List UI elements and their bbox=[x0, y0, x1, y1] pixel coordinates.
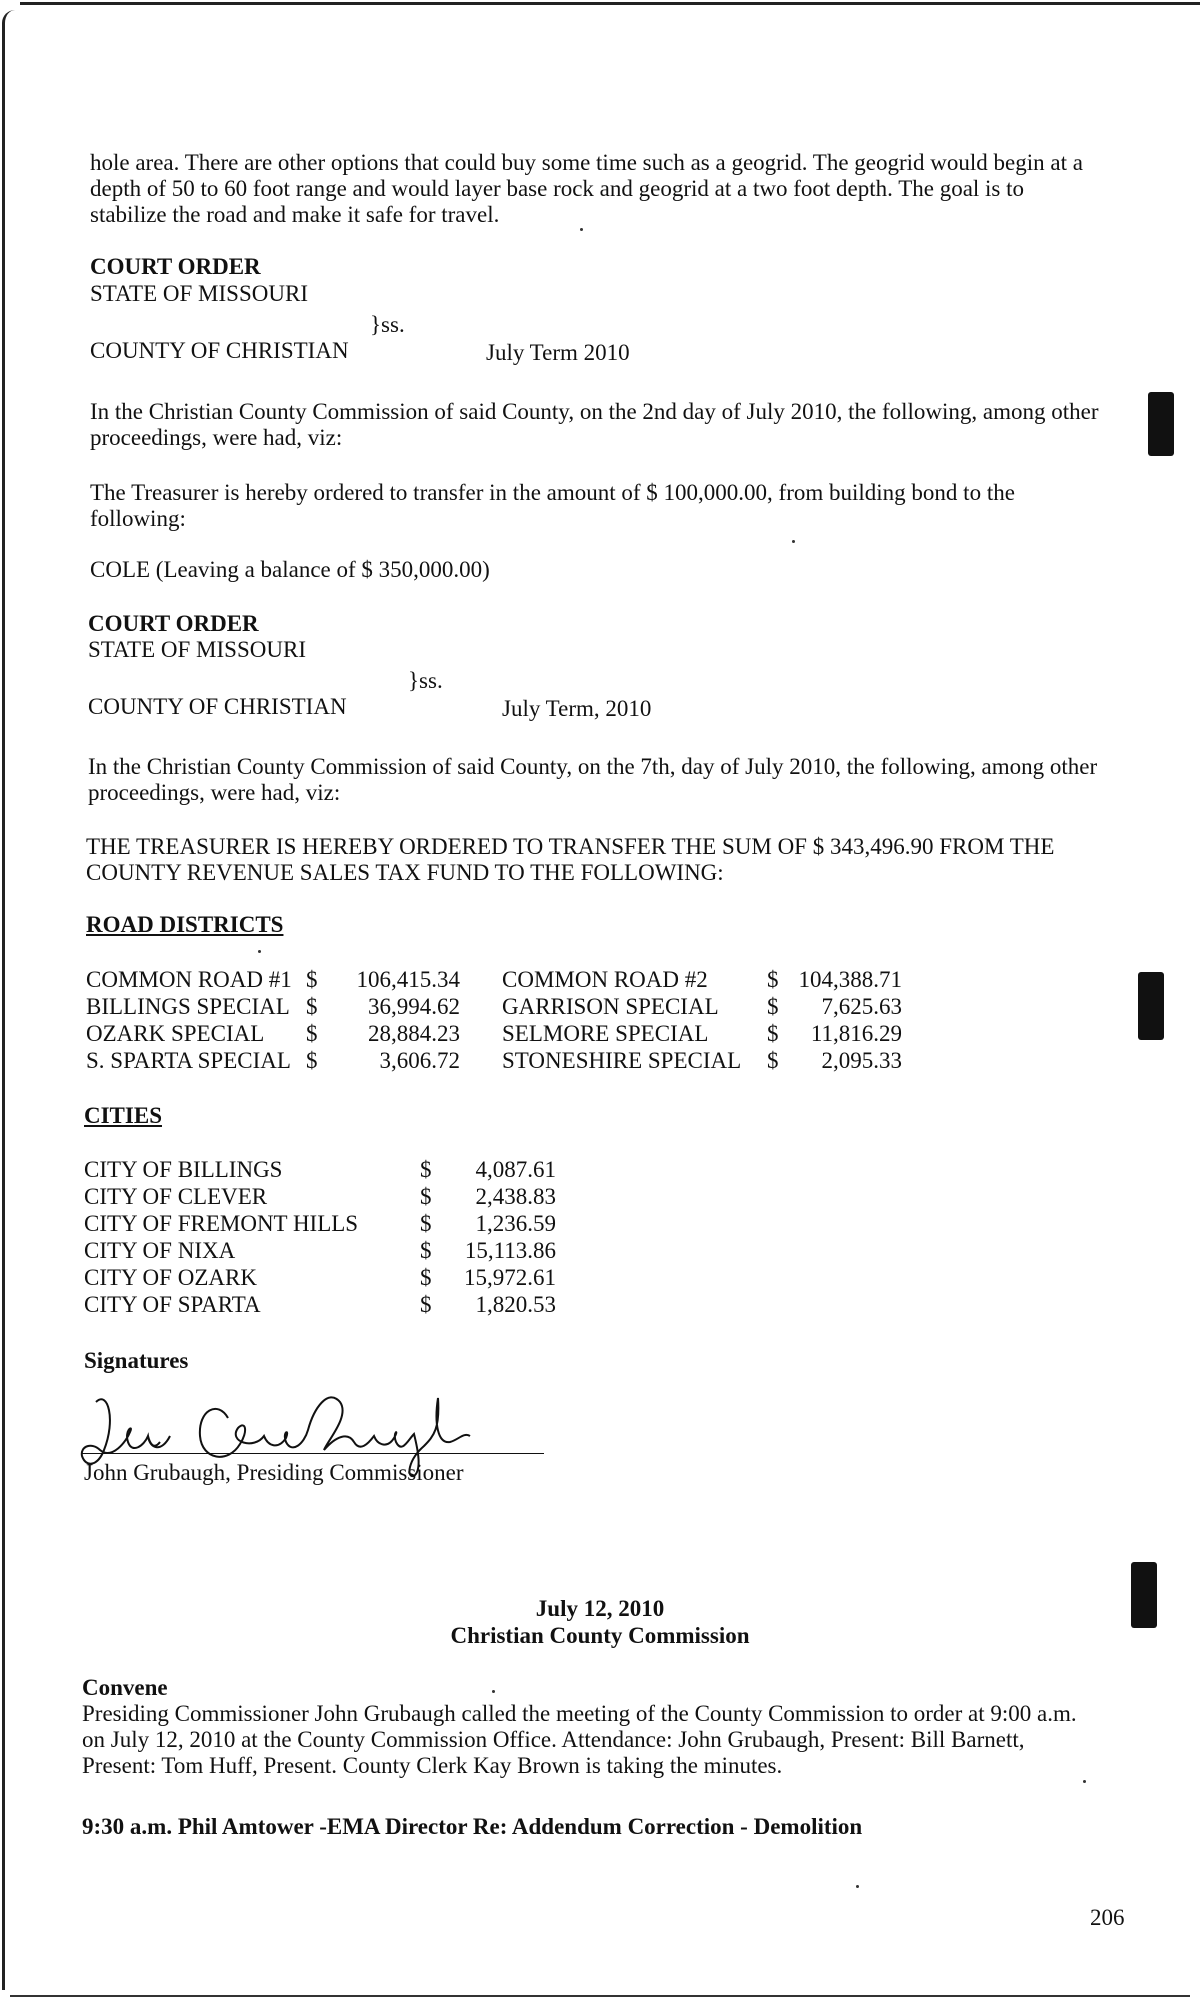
district-amount: 3,606.72 bbox=[379, 1048, 460, 1073]
state-label: STATE OF MISSOURI bbox=[90, 281, 308, 306]
currency-symbol: $ bbox=[767, 994, 779, 1019]
court-order-heading: COURT ORDER bbox=[90, 254, 261, 279]
proceedings-text: In the Christian County Commission of said County, on the 2nd day of July 2010, the following, among other proceedings, were had, viz: bbox=[90, 399, 1099, 450]
table-row bbox=[84, 1264, 556, 1291]
convene-heading: Convene bbox=[82, 1675, 168, 1700]
signer-name: John Grubaugh, Presiding Commissioner bbox=[84, 1460, 464, 1485]
road-districts-table bbox=[86, 966, 902, 1074]
city-name: CITY OF SPARTA bbox=[84, 1292, 261, 1317]
meeting-body: Christian County Commission bbox=[450, 1623, 750, 1648]
signatures-heading: Signatures bbox=[84, 1348, 189, 1373]
currency-symbol: $ bbox=[306, 1048, 318, 1073]
currency-symbol: $ bbox=[767, 967, 779, 992]
district-name: S. SPARTA SPECIAL bbox=[86, 1048, 291, 1073]
cities-table bbox=[84, 1156, 556, 1318]
district-amount: 28,884.23 bbox=[368, 1021, 460, 1046]
currency-symbol: $ bbox=[420, 1211, 432, 1236]
scan-speck bbox=[258, 950, 261, 953]
currency-symbol: $ bbox=[420, 1265, 432, 1290]
page-number: 206 bbox=[1090, 1905, 1125, 1930]
ss-bracket: }ss. bbox=[370, 312, 405, 337]
currency-symbol: $ bbox=[420, 1238, 432, 1263]
scan-speck bbox=[492, 1690, 495, 1693]
binder-tab bbox=[1138, 972, 1164, 1040]
district-amount: 11,816.29 bbox=[810, 1021, 902, 1046]
table-row bbox=[86, 993, 902, 1020]
state-label: STATE OF MISSOURI bbox=[88, 637, 306, 662]
city-amount: 2,438.83 bbox=[475, 1184, 556, 1209]
city-amount: 1,236.59 bbox=[475, 1211, 556, 1236]
city-name: CITY OF OZARK bbox=[84, 1265, 257, 1290]
district-name: OZARK SPECIAL bbox=[86, 1021, 265, 1046]
scan-speck bbox=[856, 1885, 859, 1888]
convene-text: Presiding Commissioner John Grubaugh called the meeting of the County Commission to order at 9:00 a.m. on July 12, 2010 at the County Commission Office. Attendance: John Grubaugh, Present: Bill Barnett, Present: Tom Huff, Present. County Clerk Kay Brown is taking the minutes. bbox=[82, 1701, 1077, 1778]
transfer-text: The Treasurer is hereby ordered to transfer in the amount of $ 100,000.00, from building bond to the following: bbox=[90, 480, 1015, 531]
binder-tab bbox=[1148, 392, 1174, 456]
district-name: SELMORE SPECIAL bbox=[502, 1021, 709, 1046]
table-row bbox=[84, 1156, 556, 1183]
city-amount: 15,113.86 bbox=[464, 1238, 556, 1263]
currency-symbol: $ bbox=[420, 1292, 432, 1317]
district-name: BILLINGS SPECIAL bbox=[86, 994, 290, 1019]
table-row bbox=[86, 1047, 902, 1074]
scan-speck bbox=[580, 228, 583, 231]
agenda-item: 9:30 a.m. Phil Amtower -EMA Director Re: Addendum Correction - Demolition bbox=[82, 1814, 863, 1839]
district-amount: 104,388.71 bbox=[798, 967, 902, 992]
district-amount: 7,625.63 bbox=[821, 994, 902, 1019]
city-name: CITY OF CLEVER bbox=[84, 1184, 268, 1209]
city-amount: 15,972.61 bbox=[464, 1265, 556, 1290]
court-order-heading: COURT ORDER bbox=[88, 611, 259, 636]
signature-line bbox=[82, 1453, 544, 1454]
table-row bbox=[84, 1291, 556, 1318]
city-name: CITY OF NIXA bbox=[84, 1238, 236, 1263]
table-row bbox=[86, 1020, 902, 1047]
scan-speck bbox=[792, 540, 795, 543]
district-name: COMMON ROAD #2 bbox=[502, 967, 708, 992]
county-label: COUNTY OF CHRISTIAN bbox=[90, 338, 349, 363]
scan-speck bbox=[1083, 1780, 1086, 1783]
district-amount: 106,415.34 bbox=[356, 967, 460, 992]
city-name: CITY OF BILLINGS bbox=[84, 1157, 283, 1182]
city-name: CITY OF FREMONT HILLS bbox=[84, 1211, 359, 1236]
county-label: COUNTY OF CHRISTIAN bbox=[88, 694, 347, 719]
page-edge-left bbox=[2, 10, 15, 1990]
district-name: COMMON ROAD #1 bbox=[86, 967, 292, 992]
district-amount: 36,994.62 bbox=[368, 994, 460, 1019]
meeting-date: July 12, 2010 bbox=[535, 1596, 665, 1621]
city-amount: 1,820.53 bbox=[475, 1292, 556, 1317]
cities-heading: CITIES bbox=[84, 1103, 162, 1128]
road-districts-heading: ROAD DISTRICTS bbox=[86, 912, 284, 937]
table-row bbox=[84, 1210, 556, 1237]
table-row bbox=[84, 1183, 556, 1210]
page-edge-bottom bbox=[10, 1995, 1190, 1997]
transfer-text: THE TREASURER IS HEREBY ORDERED TO TRANSFER THE SUM OF $ 343,496.90 FROM THE COUNTY REVENUE SALES TAX FUND TO THE FOLLOWING: bbox=[86, 834, 1055, 885]
district-amount: 2,095.33 bbox=[821, 1048, 902, 1073]
currency-symbol: $ bbox=[306, 994, 318, 1019]
recipient-text: COLE (Leaving a balance of $ 350,000.00) bbox=[90, 557, 490, 582]
city-amount: 4,087.61 bbox=[475, 1157, 556, 1182]
table-row bbox=[84, 1237, 556, 1264]
ss-bracket: }ss. bbox=[408, 668, 443, 693]
currency-symbol: $ bbox=[420, 1184, 432, 1209]
page-edge-top bbox=[20, 2, 1200, 9]
term-label: July Term 2010 bbox=[486, 340, 630, 365]
term-label: July Term, 2010 bbox=[502, 696, 652, 721]
currency-symbol: $ bbox=[420, 1157, 432, 1182]
district-name: GARRISON SPECIAL bbox=[502, 994, 719, 1019]
intro-paragraph: hole area. There are other options that could buy some time such as a geogrid. The geogrid would begin at a depth of 50 to 60 foot range and would layer base rock and geogrid at a two foot depth. The goal is to stabilize the road and make it safe for travel. bbox=[90, 150, 1083, 227]
currency-symbol: $ bbox=[767, 1021, 779, 1046]
proceedings-text: In the Christian County Commission of said County, on the 7th, day of July 2010, the following, among other proceedings, were had, viz: bbox=[88, 754, 1098, 805]
table-row bbox=[86, 966, 902, 993]
currency-symbol: $ bbox=[306, 1021, 318, 1046]
district-name: STONESHIRE SPECIAL bbox=[502, 1048, 742, 1073]
currency-symbol: $ bbox=[767, 1048, 779, 1073]
currency-symbol: $ bbox=[306, 967, 318, 992]
